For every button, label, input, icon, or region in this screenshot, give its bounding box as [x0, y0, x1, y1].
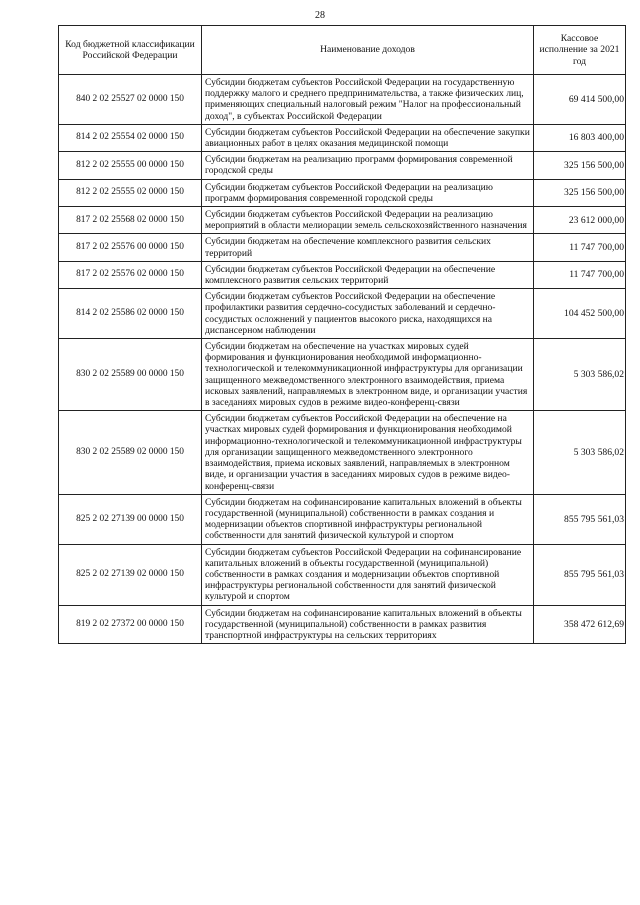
row-code: 817 2 02 25576 02 0000 150	[59, 261, 202, 288]
row-code: 825 2 02 27139 02 0000 150	[59, 544, 202, 605]
table-row	[59, 75, 626, 125]
header-amount: Кассовое исполнение за 2021 год	[534, 26, 626, 75]
row-name: Субсидии бюджетам субъектов Российской Федерации на реализацию программ формирования современной городской среды	[202, 179, 534, 206]
row-code: 830 2 02 25589 02 0000 150	[59, 411, 202, 494]
table-row	[59, 411, 626, 494]
row-name: Субсидии бюджетам на обеспечение комплексного развития сельских территорий	[202, 234, 534, 261]
row-name: Субсидии бюджетам на софинансирование капитальных вложений в объекты государственной (муниципальной) собственности в рамках создания и модернизации объектов спортивной инфраструктуры региональной собственности для занятий физической культурой и спортом	[202, 494, 534, 544]
row-name: Субсидии бюджетам субъектов Российской Федерации на государственную поддержку малого и среднего предпринимательства, а также физических лиц, применяющих специальный налоговый режим "Налог на профессиональный доход", в субъектах Российской Федерации	[202, 75, 534, 125]
row-code: 830 2 02 25589 00 0000 150	[59, 339, 202, 411]
row-amount: 11 747 700,00	[534, 234, 626, 261]
table-row	[59, 339, 626, 411]
row-code: 814 2 02 25586 02 0000 150	[59, 289, 202, 339]
row-amount: 104 452 500,00	[534, 289, 626, 339]
table-row	[59, 207, 626, 234]
row-name: Субсидии бюджетам на софинансирование капитальных вложений в объекты государственной (муниципальной) собственности в рамках развития транспортной инфраструктуры на сельских территориях	[202, 605, 534, 644]
table-row	[59, 261, 626, 288]
row-amount: 325 156 500,00	[534, 179, 626, 206]
table-row	[59, 179, 626, 206]
row-code: 840 2 02 25527 02 0000 150	[59, 75, 202, 125]
row-amount: 358 472 612,69	[534, 605, 626, 644]
row-name: Субсидии бюджетам субъектов Российской Федерации на обеспечение профилактики развития сердечно-сосудистых заболеваний и сердечно-сосудистых осложнений у пациентов высокого риска, находящихся на диспансерном наблюдении	[202, 289, 534, 339]
row-amount: 325 156 500,00	[534, 152, 626, 179]
row-amount: 16 803 400,00	[534, 124, 626, 151]
table-row	[59, 605, 626, 644]
row-code: 819 2 02 27372 00 0000 150	[59, 605, 202, 644]
row-amount: 855 795 561,03	[534, 494, 626, 544]
revenue-table	[58, 25, 626, 644]
row-name: Субсидии бюджетам субъектов Российской Федерации на софинансирование капитальных вложений в объекты государственной (муниципальной) собственности в рамках создания и модернизации объектов спортивной инфраструктуры региональной собственности для занятий физической культурой и спортом	[202, 544, 534, 605]
table-row	[59, 152, 626, 179]
row-amount: 5 303 586,02	[534, 411, 626, 494]
row-name: Субсидии бюджетам субъектов Российской Федерации на реализацию мероприятий в области мелиорации земель сельскохозяйственного назначения	[202, 207, 534, 234]
row-amount: 69 414 500,00	[534, 75, 626, 125]
row-amount: 11 747 700,00	[534, 261, 626, 288]
row-name: Субсидии бюджетам субъектов Российской Федерации на обеспечение на участках мировых судей формирования и функционирования необходимой информационно-технологической и телекоммуникационной инфраструктуры для организации защищенного межведомственного электронного взаимодействия, приема исковых заявлений, направляемых в электронном виде, и организации участия в заседаниях мировых судов в режиме видео-конференц-связи	[202, 411, 534, 494]
row-name: Субсидии бюджетам субъектов Российской Федерации на обеспечение закупки авиационных работ в целях оказания медицинской помощи	[202, 124, 534, 151]
row-code: 812 2 02 25555 00 0000 150	[59, 152, 202, 179]
table-row	[59, 494, 626, 544]
table-row	[59, 234, 626, 261]
page-number: 28	[315, 10, 325, 21]
row-code: 825 2 02 27139 00 0000 150	[59, 494, 202, 544]
row-name: Субсидии бюджетам на реализацию программ формирования современной городской среды	[202, 152, 534, 179]
row-code: 812 2 02 25555 02 0000 150	[59, 179, 202, 206]
row-code: 817 2 02 25576 00 0000 150	[59, 234, 202, 261]
row-name: Субсидии бюджетам на обеспечение на участках мировых судей формирования и функционирования необходимой информационно-технологической и телекоммуникационной инфраструктуры для организации защищенного межведомственного электронного взаимодействия, приема исковых заявлений, направляемых в электронном виде, и организации участия в заседаниях мировых судов в режиме видео-конференц-связи	[202, 339, 534, 411]
row-amount: 5 303 586,02	[534, 339, 626, 411]
row-amount: 855 795 561,03	[534, 544, 626, 605]
row-code: 814 2 02 25554 02 0000 150	[59, 124, 202, 151]
table-row	[59, 544, 626, 605]
table-row	[59, 124, 626, 151]
row-code: 817 2 02 25568 02 0000 150	[59, 207, 202, 234]
header-name: Наименование доходов	[202, 26, 534, 75]
header-code: Код бюджетной классификации Российской Федерации	[59, 26, 202, 75]
table-header-row	[59, 26, 626, 75]
row-name: Субсидии бюджетам субъектов Российской Федерации на обеспечение комплексного развития сельских территорий	[202, 261, 534, 288]
row-amount: 23 612 000,00	[534, 207, 626, 234]
table-row	[59, 289, 626, 339]
